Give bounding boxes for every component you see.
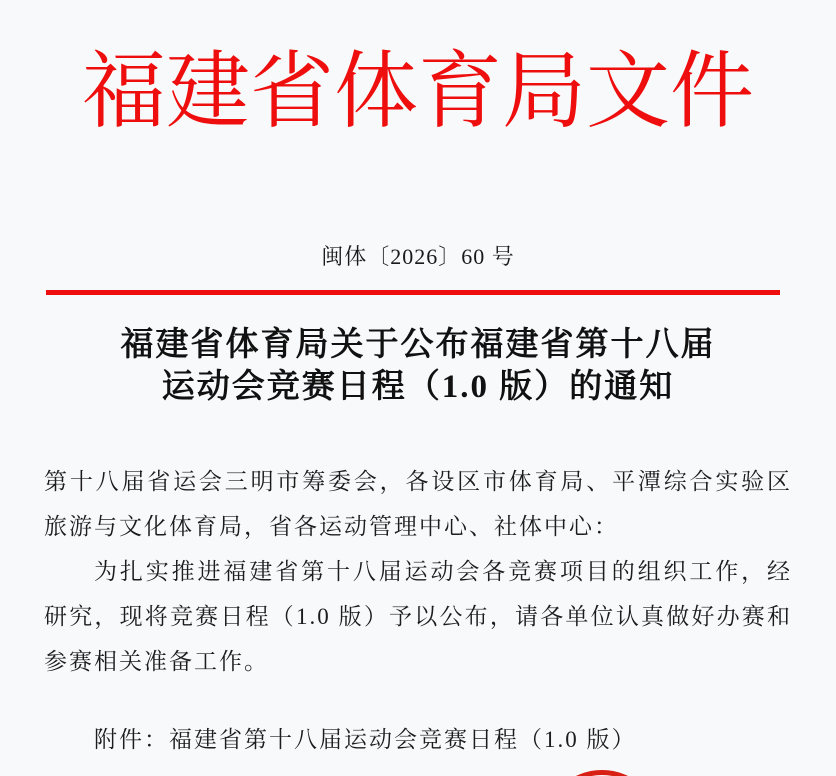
- body-paragraph-line-2: 研究，现将竞赛日程（1.0 版）予以公布，请各单位认真做好办赛和: [44, 604, 792, 629]
- document-number: 闽体〔2026〕60 号: [321, 244, 515, 269]
- salutation-line-2: 旅游与文化体育局，省各运动管理中心、社体中心：: [44, 514, 619, 539]
- notice-title: [0, 324, 836, 408]
- document-body: [44, 459, 792, 762]
- notice-title-line2: 运动会竞赛日程（1.0 版）的通知: [161, 369, 675, 405]
- body-paragraph-line-3: 参赛相关准备工作。: [44, 649, 269, 674]
- attachment-reference: 附件：福建省第十八届运动会竞赛日程（1.0 版）: [94, 727, 637, 752]
- notice-title-line1: 福建省体育局关于公布福建省第十八届: [120, 327, 716, 363]
- body-paragraph-line-1: 为扎实推进福建省第十八届运动会各竞赛项目的组织工作，经: [94, 559, 792, 584]
- official-seal-icon: [542, 770, 662, 776]
- salutation-line-1: 第十八届省运会三明市筹委会，各设区市体育局、平潭综合实验区: [44, 469, 792, 494]
- agency-header-title: 福建省体育局文件: [81, 46, 754, 139]
- red-separator-line: [46, 290, 780, 295]
